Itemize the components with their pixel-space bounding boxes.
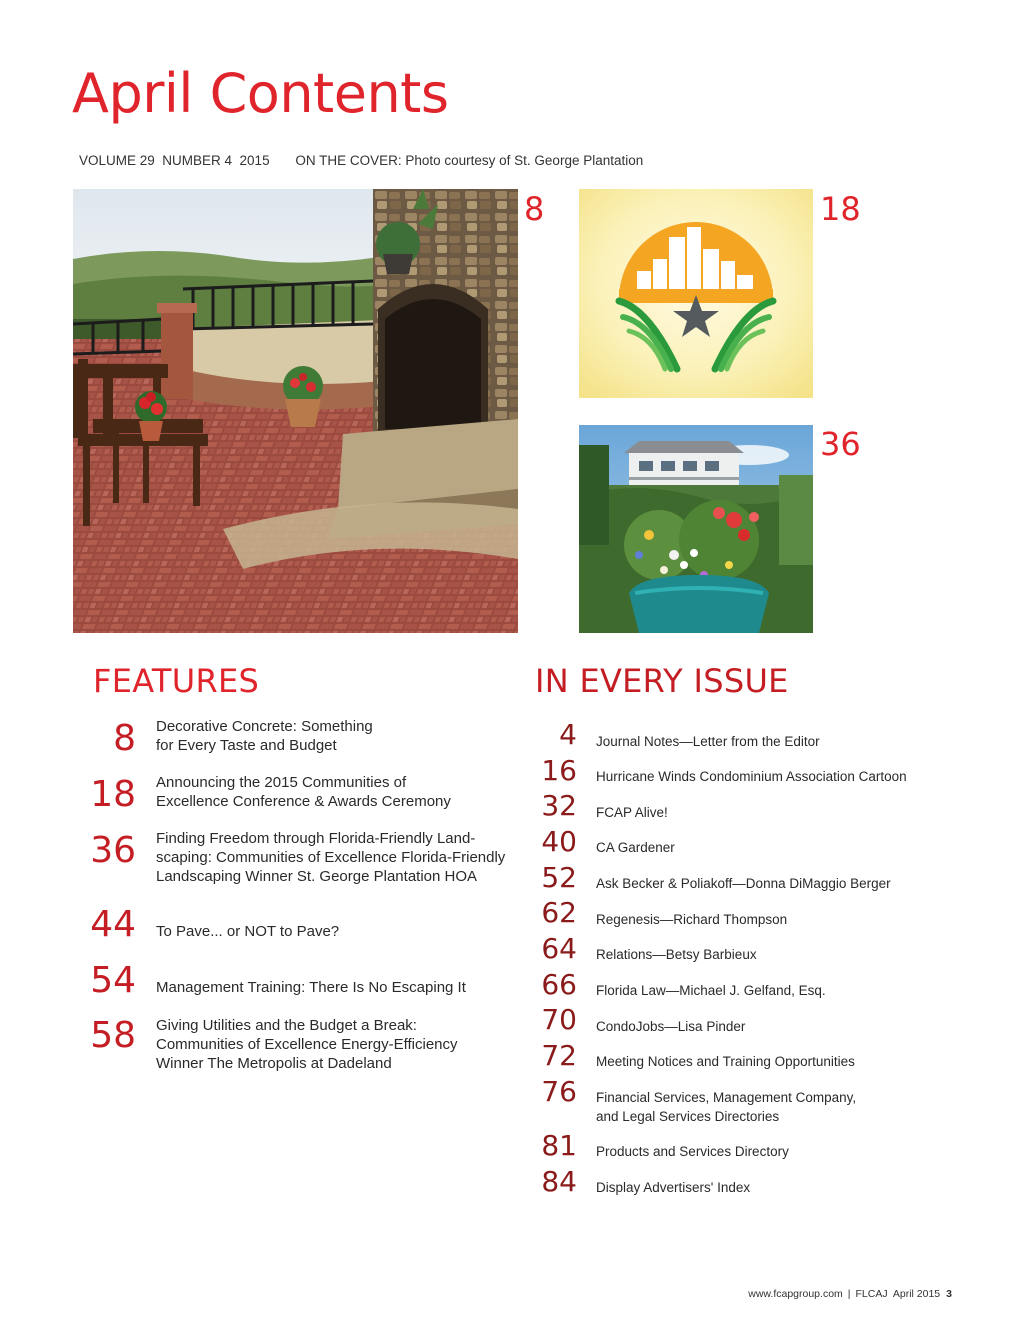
cover-credit: ON THE COVER: Photo courtesy of St. George Plantation [295, 153, 644, 168]
issue-page-number[interactable]: 40 [541, 825, 577, 858]
feature-title[interactable]: Decorative Concrete: Something for Every Taste and Budget [156, 718, 373, 754]
issue-title[interactable]: Financial Services, Management Company, and Legal Services Directories [596, 1090, 857, 1124]
footer-publication: FLCAJ April 2015 [855, 1288, 941, 1300]
feature-page-number[interactable]: 58 [90, 1015, 136, 1056]
cover-photo-page-label: 8 [524, 190, 545, 228]
issue-title[interactable]: CA Gardener [596, 840, 675, 855]
issue-page-number[interactable]: 4 [559, 718, 577, 751]
issue-page-number[interactable]: 64 [541, 932, 577, 965]
issue-title[interactable]: Journal Notes—Letter from the Editor [596, 734, 820, 749]
issue-page-number[interactable]: 70 [541, 1003, 577, 1036]
feature-page-number[interactable]: 44 [90, 904, 136, 945]
issue-title[interactable]: Florida Law—Michael J. Gelfand, Esq. [596, 983, 826, 998]
issue-title[interactable]: Ask Becker & Poliakoff—Donna DiMaggio Berger [596, 876, 891, 891]
issue-page-number[interactable]: 84 [541, 1165, 577, 1198]
issue-meta [79, 153, 643, 168]
issue-page-number[interactable]: 62 [541, 896, 577, 929]
issue-page-number[interactable]: 66 [541, 968, 577, 1001]
features-heading: FEATURES [93, 662, 260, 700]
feature-page-number[interactable]: 8 [113, 718, 136, 759]
feature-title[interactable]: To Pave... or NOT to Pave? [156, 923, 340, 940]
issue-page-number[interactable]: 76 [541, 1075, 577, 1108]
issue-title[interactable]: Relations—Betsy Barbieux [596, 947, 757, 962]
issue-page-number[interactable]: 16 [541, 754, 577, 787]
issue-page-number[interactable]: 52 [541, 861, 577, 894]
issue-title[interactable]: Display Advertisers' Index [596, 1180, 751, 1195]
feature-title[interactable]: Management Training: There Is No Escaping It [156, 979, 466, 996]
feature-page-number[interactable]: 36 [90, 830, 136, 871]
page-footer [748, 1288, 952, 1300]
issue-title[interactable]: Hurricane Winds Condominium Association Cartoon [596, 769, 907, 784]
logo-page-label: 18 [820, 190, 861, 228]
feature-page-number[interactable]: 54 [90, 960, 136, 1001]
issue-page-number[interactable]: 81 [541, 1129, 577, 1162]
feature-title[interactable]: Finding Freedom through Florida-Friendly Land- scaping: Communities of Excellence Florida-Friendly Landscaping Winner St. George Plantation HOA [156, 830, 506, 885]
issue-title[interactable]: CondoJobs—Lisa Pinder [596, 1019, 746, 1034]
volume-info: VOLUME 29 NUMBER 4 2015 [79, 153, 270, 168]
every-issue-heading: IN EVERY ISSUE [535, 662, 789, 700]
issue-page-number[interactable]: 32 [541, 789, 577, 822]
issue-title[interactable]: Regenesis—Richard Thompson [596, 912, 788, 927]
feature-title[interactable]: Giving Utilities and the Budget a Break: Communities of Excellence Energy-Efficiency Winner The Metropolis at Dadeland [156, 1017, 458, 1072]
issue-page-number[interactable]: 72 [541, 1039, 577, 1072]
communities-of-excellence-logo [579, 189, 813, 398]
issue-title[interactable]: Meeting Notices and Training Opportunities [596, 1054, 855, 1069]
garden-photo-page-label: 36 [820, 425, 861, 463]
feature-page-number[interactable]: 18 [90, 774, 136, 815]
cover-photo-patio [73, 189, 518, 633]
page-title: April Contents [72, 62, 449, 125]
feature-title[interactable]: Announcing the 2015 Communities of Excellence Conference & Awards Ceremony [156, 774, 451, 810]
garden-planter-photo [579, 425, 813, 633]
issue-title[interactable]: Products and Services Directory [596, 1144, 789, 1159]
footer-website[interactable]: www.fcapgroup.com [748, 1288, 843, 1300]
footer-divider: | [847, 1288, 851, 1300]
issue-title[interactable]: FCAP Alive! [596, 805, 668, 820]
footer-page-number: 3 [946, 1288, 952, 1300]
